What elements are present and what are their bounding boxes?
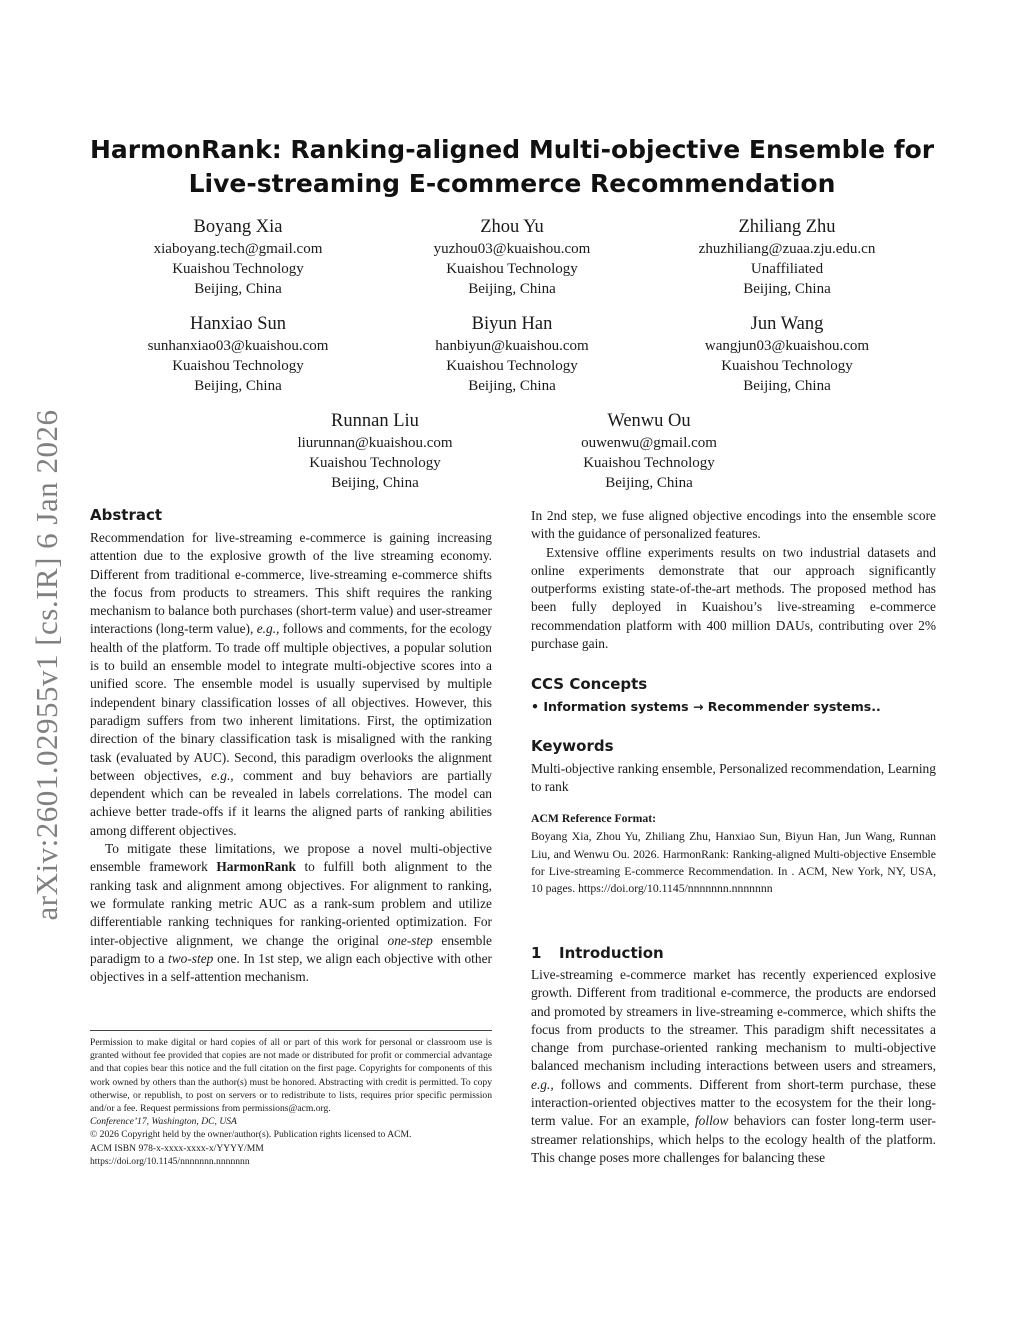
author-affiliation: Kuaishou Technology bbox=[172, 358, 304, 374]
abstract-p2-text-d: one. In 1st step, we align each objective with other objectives in a self-attention mechanism. bbox=[90, 950, 492, 985]
ccs-heading: CCS Concepts bbox=[531, 675, 648, 693]
title-line-2: Live-streaming E-commerce Recommendation bbox=[188, 169, 836, 198]
keywords-text: Multi-objective ranking ensemble, Personalized recommendation, Learning to rank bbox=[531, 761, 936, 795]
author-block-1 bbox=[154, 216, 323, 299]
abstract-p2-text-c: ensemble paradigm to a bbox=[90, 932, 492, 966]
author-affiliation: Kuaishou Technology bbox=[172, 261, 304, 277]
abstract-continued bbox=[531, 507, 936, 653]
author-affiliation: Unaffiliated bbox=[750, 261, 824, 277]
follow-term: follow bbox=[694, 1113, 729, 1129]
ccs-item bbox=[531, 698, 936, 716]
author-location: Beijing, China bbox=[605, 475, 693, 491]
author-email: hanbiyun@kuaishou.com bbox=[435, 338, 589, 354]
author-block-7 bbox=[297, 410, 452, 493]
author-email: liurunnan@kuaishou.com bbox=[297, 435, 453, 451]
ccs-bullet: • bbox=[531, 699, 539, 714]
abstract-paragraph-3: In 2nd step, we fuse aligned objective encodings into the ensemble score with the guidance of personalized features. bbox=[531, 508, 936, 542]
author-block-3 bbox=[699, 216, 876, 299]
author-affiliation: Kuaishou Technology bbox=[309, 455, 441, 471]
abstract-paragraph-4: Extensive offline experiments results on two industrial datasets and online experiments demonstrate that our approach significantly outperforms existing state-of-the-art methods. The proposed method has been fully deployed in Kuaishou’s live-streaming e-commerce recommendation platform with 400 million DAUs, contributing over 2% purchase gain. bbox=[531, 544, 936, 652]
author-name: Wenwu Ou bbox=[607, 411, 691, 431]
author-name: Jun Wang bbox=[750, 314, 824, 334]
conference-line: Conference’17, Washington, DC, USA bbox=[90, 1116, 237, 1128]
intro-text-a: Live-streaming e-commerce market has recently experienced explosive growth. Different from traditional e-commerce, the products are endorsed and promoted by streamers in live-streaming e-commerce, which shifts the focus from products to the streamer. This paradigm shift necessitates a change from purchase-oriented ranking mechanism to multi-objective balanced mechanism including interactions between users and streamers, bbox=[531, 967, 936, 1074]
author-name: Biyun Han bbox=[471, 314, 553, 334]
arxiv-stamp-text: arXiv:2601.02955v1 [cs.IR] 6 Jan 2026 bbox=[29, 409, 64, 921]
method-name: HarmonRank bbox=[216, 859, 296, 875]
abstract-paragraph-1 bbox=[90, 529, 492, 840]
author-location: Beijing, China bbox=[468, 378, 556, 394]
abstract-p1-text-c: comment and buy behaviors are partially dependent which can be revealed in labels correlations. The model can achieve better trade-offs if it learns the aligned parts of ranking abilities among different objectives. bbox=[90, 767, 492, 838]
two-step-term: two-step bbox=[168, 950, 214, 966]
copyright-line: © 2026 Copyright held by the owner/author(s). Publication rights licensed to ACM. bbox=[90, 1129, 412, 1141]
abstract-p2-text-b: to fulfill both alignment to the ranking task and alignment among objectives. For alignment to ranking, we formulate ranking metric AUC as a rank-sum problem and utilize differentiable ranking techniques for ranking-oriented optimization. For inter-objective alignment, we change the original bbox=[90, 859, 492, 948]
intro-text-c: behaviors can foster long-term user-streamer relationships, which helps to the ecology health of the platform. This change poses more challenges for balancing these bbox=[531, 1113, 936, 1165]
author-affiliation: Kuaishou Technology bbox=[446, 358, 578, 374]
ccs-section bbox=[531, 674, 936, 716]
author-location: Beijing, China bbox=[331, 475, 419, 491]
ccs-item-text: Information systems → Recommender systems.. bbox=[543, 699, 881, 714]
author-name: Boyang Xia bbox=[193, 217, 283, 237]
abstract-p1-text-a: Recommendation for live-streaming e-commerce is gaining increasing attention due to the explosive growth of the live streaming economy. Different from traditional e-commerce, live-streaming e-commerce shifts the focus from products to streamers. This shift requires the ranking mechanism to balance both purchases (short-term value) and user-streamer interactions (long-term value), bbox=[90, 530, 492, 637]
author-name: Runnan Liu bbox=[331, 411, 419, 431]
author-affiliation: Kuaishou Technology bbox=[721, 358, 853, 374]
author-name: Zhiliang Zhu bbox=[738, 217, 836, 237]
author-name: Hanxiao Sun bbox=[189, 314, 287, 334]
introduction-paragraph bbox=[531, 966, 936, 1167]
acm-reference-text: Boyang Xia, Zhou Yu, Zhiliang Zhu, Hanxiao Sun, Biyun Han, Jun Wang, Runnan Liu, and Wenwu Ou. 2026. HarmonRank: Ranking-aligned Multi-objective Ensemble for Live-streaming E-commerce Recommendation. In . ACM, New York, NY, USA, 10 pages. https://doi.org/10.1145/nnnnnnn.nnnnnnn bbox=[531, 830, 936, 896]
introduction-heading bbox=[531, 943, 936, 963]
permission-footnote bbox=[90, 1030, 492, 1168]
author-block-6 bbox=[705, 313, 869, 396]
author-block-8 bbox=[581, 410, 717, 493]
author-email: wangjun03@kuaishou.com bbox=[704, 338, 870, 354]
author-block-2 bbox=[434, 216, 591, 299]
author-name: Zhou Yu bbox=[480, 217, 544, 237]
author-block-4 bbox=[148, 313, 329, 396]
introduction-section bbox=[531, 943, 936, 1167]
paper-title bbox=[90, 133, 934, 201]
author-email: sunhanxiao03@kuaishou.com bbox=[147, 338, 329, 354]
section-title: Introduction bbox=[559, 944, 664, 962]
doi-line: https://doi.org/10.1145/nnnnnnn.nnnnnnn bbox=[90, 1155, 250, 1167]
intro-text-b: follows and comments. Different from short-term purchase, these interaction-oriented objectives matter to the ecosystem for the their long-term value. For an example, bbox=[531, 1076, 936, 1129]
author-block-5 bbox=[435, 313, 588, 396]
author-email: zhuzhiliang@zuaa.zju.edu.cn bbox=[698, 241, 876, 257]
keywords-heading: Keywords bbox=[531, 737, 614, 755]
author-location: Beijing, China bbox=[743, 378, 831, 394]
author-affiliation: Kuaishou Technology bbox=[446, 261, 578, 277]
abstract-section bbox=[90, 505, 492, 986]
author-email: yuzhou03@kuaishou.com bbox=[433, 241, 591, 257]
title-line-1: HarmonRank: Ranking-aligned Multi-objective Ensemble for bbox=[90, 135, 935, 164]
permission-text: Permission to make digital or hard copies of all or part of this work for personal or classroom use is granted without fee provided that copies are not made or distributed for profit or commercial advantage and that copies bear this notice and the full citation on the first page. Copyrights for components of this work owned by others than the author(s) must be honored. Abstracting with credit is permitted. To copy otherwise, or republish, to post on servers or to redistribute to lists, requires prior specific permission and/or a fee. Request permissions from permissions@acm.org. bbox=[90, 1037, 492, 1115]
section-number: 1 bbox=[531, 944, 542, 962]
acm-reference bbox=[531, 810, 936, 897]
author-location: Beijing, China bbox=[194, 378, 282, 394]
author-affiliation: Kuaishou Technology bbox=[583, 455, 715, 471]
abstract-p1-eg-1: e.g., bbox=[256, 621, 280, 637]
author-location: Beijing, China bbox=[743, 281, 831, 297]
isbn-line: ACM ISBN 978-x-xxxx-xxxx-x/YYYY/MM bbox=[90, 1142, 264, 1154]
keywords-section bbox=[531, 736, 936, 797]
abstract-p1-eg-2: e.g., bbox=[210, 767, 234, 783]
one-step-term: one-step bbox=[387, 932, 433, 948]
acm-reference-label: ACM Reference Format: bbox=[531, 812, 657, 825]
author-email: ouwenwu@gmail.com bbox=[581, 435, 717, 451]
abstract-p1-text-b: follows and comments, for the ecology health of the platform. To trade off multiple objectives, a popular solution is to build an ensemble model to integrate multi-objective scores into a unified score. The ensemble model is usually supervised by multiple independent binary classification losses of all objectives. However, this paradigm suffers from two inherent limitations. First, the optimization direction of the binary classification task is misaligned with the ranking task (evaluated by AUC). Second, this paradigm overlooks the alignment between objectives, bbox=[90, 621, 492, 783]
abstract-paragraph-2 bbox=[90, 840, 492, 986]
abstract-heading: Abstract bbox=[90, 506, 163, 524]
arxiv-stamp bbox=[22, 390, 72, 940]
author-email: xiaboyang.tech@gmail.com bbox=[153, 241, 323, 257]
author-location: Beijing, China bbox=[468, 281, 556, 297]
author-location: Beijing, China bbox=[194, 281, 282, 297]
intro-eg: e.g., bbox=[531, 1076, 554, 1092]
abstract-p2-text-a: To mitigate these limitations, we propose a novel multi-objective ensemble framework bbox=[90, 841, 492, 875]
